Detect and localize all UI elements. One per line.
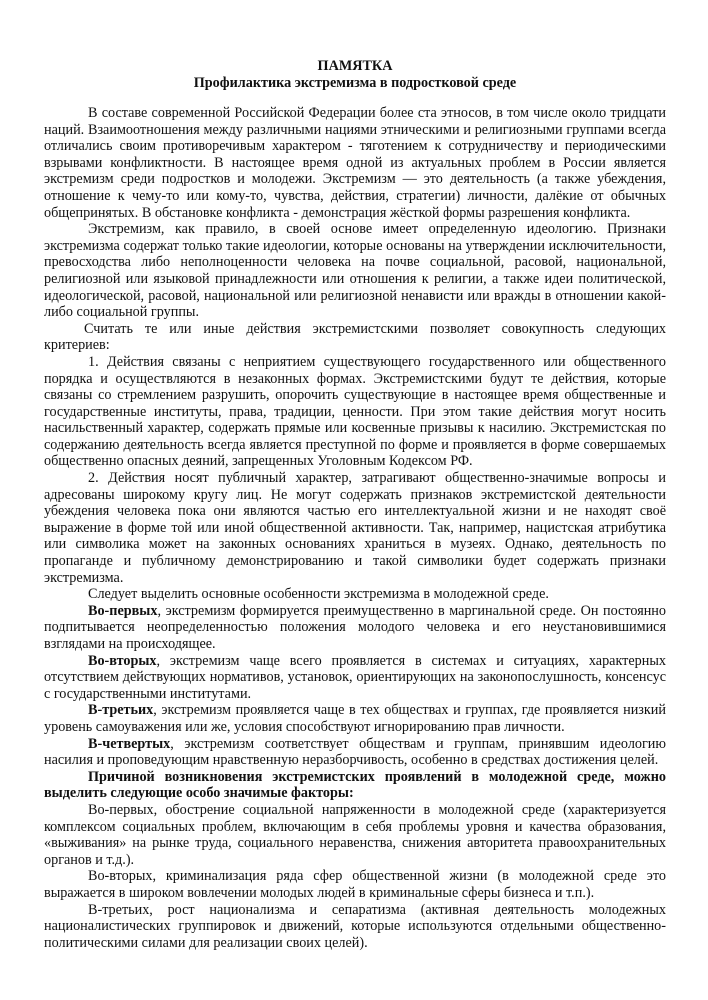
feature-3-label: В-третьих — [88, 702, 154, 719]
features-intro: Следует выделить основные особенности экстремизма в молодежной среде. — [88, 586, 549, 603]
feature-4 — [44, 736, 666, 769]
criterion-1: 1. Действия связаны с неприятием существующего государственного или общественного порядка и осуществляются в незаконных формах. Экстремистскими будут те действия, которые связаны со стремлением разрушить, опорочить существующие в настоящее время общественные и государственные институты, права, традиции, ценности. При этом такие действия могут носить насильственный характер, содержать прямые или косвенные призывы к насилию. Экстремистская по содержанию деятельность всегда является преступной по форме и проявляется в форме совершаемых общественно опасных деяний, запрещенных Уголовным Кодексом РФ. — [44, 353, 666, 470]
causes-heading: Причиной возникновения экстремистских проявлений в молодежной среде, можно выделить следующие особо значимые факторы: — [44, 768, 666, 802]
intro-paragraph-1: В составе современной Российской Федерации более ста этносов, в том числе около тридцати наций. Взаимоотношения между различными нациями этническими и религиозными группами всегда отличались своим противоречивым характером - тяготением к сотрудничеству и периодическими взрывами конфликтности. В настоящее время одной из актуальных проблем в России является экстремизм среди подростков и молодежи. Экстремизм — это деятельность (а также убеждения, отношение к чему-то или кому-то, чувства, действия, стратегии) личности, далёкие от обычных общепринятых. В обстановке конфликта - демонстрация жёсткой формы разрешения конфликта. — [44, 105, 666, 221]
cause-2: Во-вторых, криминализация ряда сфер общественной жизни (в молодежной среде это выражается в широком вовлечении молодых людей в криминальные сферы бизнеса и т.п.). — [44, 868, 666, 901]
feature-2 — [44, 653, 666, 703]
intro-paragraph-3: Считать те или иные действия экстремистскими позволяет совокупность следующих критериев: — [44, 320, 666, 354]
cause-1: Во-первых, обострение социальной напряженности в молодежной среде (характеризуется комплексом социальных проблем, включающим в себя проблемы уровня и качества образования, «выживания» на рынке труда, социального неравенства, снижения авторитета правоохранительных органов и т.д.). — [44, 801, 666, 868]
feature-1-label: Во-первых — [88, 602, 158, 619]
feature-4-label: В-четвертых — [88, 735, 171, 752]
criterion-2: 2. Действия носят публичный характер, затрагивают общественно-значимые вопросы и адресованы широкому кругу лиц. Не могут содержать признаков экстремистской деятельности убеждения человека пока они являются частью его интеллектуальной жизни и не находят своё выражение в форме той или иной общественной активности. Так, например, нацистская атрибутика или символика может на законных основаниях храниться в музеях. Однако, деятельность по пропаганде и публичному демонстрированию и такой символики будет содержать признаки экстремизма. — [44, 470, 666, 586]
cause-3: В-третьих, рост национализма и сепаратизма (активная деятельность молодежных националистических группировок и движений, которые используются отдельными общественно-политическими силами для реализации своих целей). — [44, 901, 666, 951]
feature-3-text: , экстремизм проявляется чаще в тех обществах и группах, где проявляется низкий уровень самоуважения или же, условия способствуют игнорированию прав личности. — [44, 702, 666, 735]
intro-paragraph-2: Экстремизм, как правило, в своей основе имеет определенную идеологию. Признаки экстремизма содержат только такие идеологии, которые основаны на утверждении исключительности, превосходства либо неполноценности человека на почве социальной, расовой, национальной, религиозной или языковой принадлежности или отношения к религии, а также идеи политической, идеологической, расовой, национальной или религиозной ненависти или вражды в отношении какой-либо социальной группы. — [44, 221, 666, 321]
feature-2-text: , экстремизм чаще всего проявляется в системах и ситуациях, характерных отсутствием действующих нормативов, установок, ориентирующих на законопослушность, консенсус с государственными институтами. — [44, 652, 666, 702]
feature-2-label: Во-вторых — [88, 652, 157, 669]
feature-1-text: , экстремизм формируется преимущественно в маргинальной среде. Он постоянно подпитывается неопределенностью положения молодого человека и его неустановившимися взглядами на происходящее. — [44, 602, 666, 652]
document-title: ПАМЯТКА — [317, 58, 393, 74]
feature-1 — [44, 603, 666, 653]
feature-3 — [44, 702, 666, 735]
feature-4-text: , экстремизм соответствует обществам и группам, принявшим идеологию насилия и проповедующим нравственную неразборчивость, особенно в средствах достижения целей. — [44, 735, 666, 769]
document-subtitle: Профилактика экстремизма в подростковой среде — [193, 75, 517, 91]
